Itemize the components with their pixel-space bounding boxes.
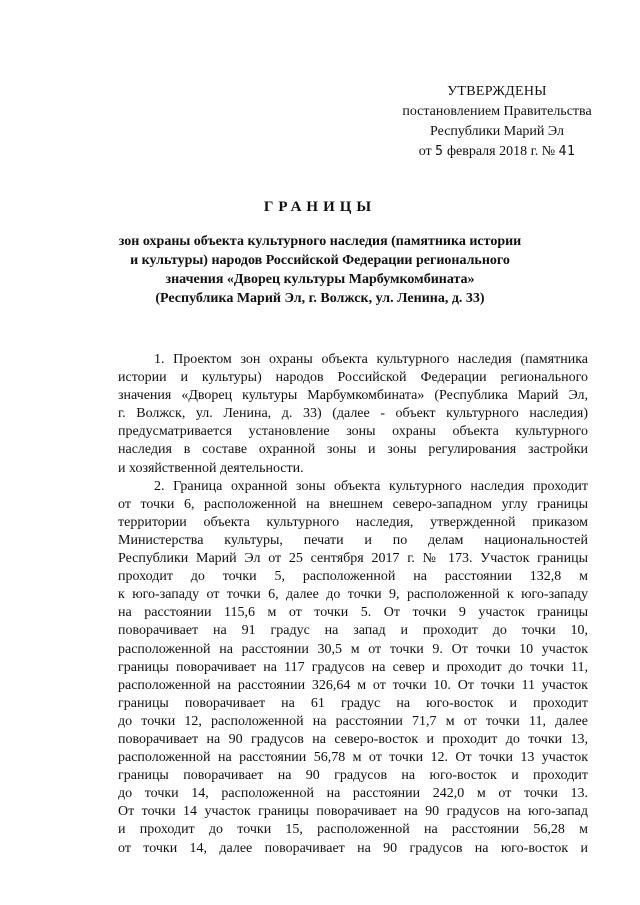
paragraph-2-line: от точки 14, далее поворачивает на 90 градусов на юго-восток и (118, 840, 588, 856)
paragraph-1-line: и хозяйственной деятельности. (118, 460, 304, 476)
paragraph-2-line: 2. Граница охранной зоны объекта культурного наследия проходит (154, 478, 588, 494)
approval-date-line (372, 142, 622, 162)
paragraph-1-line: предусматривается установление зоны охраны объекта культурного (118, 424, 588, 440)
paragraph-2-line: Республики Марий Эл от 25 сентября 2017 г. № 173. Участок границы (118, 551, 588, 567)
paragraph-2-line: расположенной на расстоянии 326,64 м от точки 10. От точки 11 участок (118, 677, 588, 693)
document-body (118, 351, 588, 858)
paragraph-2-line: проходит до точки 5, расположенной на расстоянии 132,8 м (118, 569, 588, 585)
paragraph-2-line: границы поворачивает на 117 градусов на север и проходит до точки 11, (118, 659, 588, 675)
paragraph-2-line: к юго-западу от точки 6, далее до точки 9, расположенной к юго-западу (118, 587, 588, 603)
approval-number: 41 (558, 144, 576, 159)
paragraph-2-line: Министерства культуры, печати и по делам национальностей (118, 532, 588, 548)
document-title: ГРАНИЦЫ (263, 199, 377, 215)
paragraph-2-line: от точки 6, расположенной на внешнем северо-западном углу границы (118, 496, 588, 512)
paragraph-2-line: поворачивает на 91 градус на запад и проходит до точки 10, (118, 623, 588, 639)
document-subtitle (110, 232, 530, 308)
approval-block (372, 82, 622, 162)
paragraph-2-line: до точки 14, расположенной на расстоянии 242,0 м от точки 13. (118, 786, 588, 802)
paragraph-2-line: расположенной на расстоянии 56,78 м от точки 12. От точки 13 участок (118, 750, 588, 766)
paragraph-2-line: до точки 12, расположенной на расстоянии 71,7 м от точки 11, далее (118, 713, 588, 729)
approval-heading: УТВЕРЖДЕНЫ (447, 84, 547, 99)
paragraph-1-line: наследия в составе охранной зоны и зоны регулирования застройки (118, 442, 588, 458)
subtitle-line: зон охраны объекта культурного наследия (памятника истории (118, 234, 522, 249)
paragraph-2-line: поворачивает на 90 градусов на северо-восток и проходит до точки 13, (118, 731, 588, 747)
approval-line-2: Республики Марий Эл (430, 124, 564, 139)
subtitle-line: и культуры) народов Российской Федерации регионального (130, 253, 510, 268)
subtitle-line: значения «Дворец культуры Марбумкомбината» (165, 272, 475, 287)
paragraph-2-line: и проходит до точки 15, расположенной на расстоянии 56,28 м (118, 822, 588, 838)
approval-date-prefix: от (418, 144, 432, 159)
paragraph-2-line: расположенной на расстоянии 30,5 м от точки 9. От точки 10 участок (118, 641, 588, 657)
paragraph-2-line: на расстоянии 115,6 м от точки 5. От точки 9 участок границы (118, 605, 588, 621)
paragraph-2-line: границы поворачивает на 61 градус на юго-восток и проходит (118, 695, 588, 711)
paragraph-2-line: От точки 14 участок границы поворачивает на 90 градусов на юго-запад (118, 804, 588, 820)
approval-date-day: 5 (435, 144, 444, 159)
approval-line-1: постановлением Правительства (402, 104, 592, 119)
paragraph-1-line: г. Волжск, ул. Ленина, д. 33) (далее - объект культурного наследия) (118, 406, 588, 422)
paragraph-1-line: истории и культуры) народов Российской Федерации регионального (118, 370, 588, 386)
paragraph-2-line: территории объекта культурного наследия, утвержденной приказом (118, 514, 588, 530)
paragraph-1-line: значения «Дворец культуры Марбумкомбината» (Республика Марий Эл, (118, 388, 588, 404)
paragraph-1-line: 1. Проектом зон охраны объекта культурного наследия (памятника (154, 352, 588, 367)
approval-date-rest: февраля 2018 г. № (446, 144, 556, 159)
subtitle-line: (Республика Марий Эл, г. Волжск, ул. Ленина, д. 33) (155, 291, 485, 306)
paragraph-2-line: границы поворачивает на 90 градусов на юго-восток и проходит (118, 768, 588, 784)
